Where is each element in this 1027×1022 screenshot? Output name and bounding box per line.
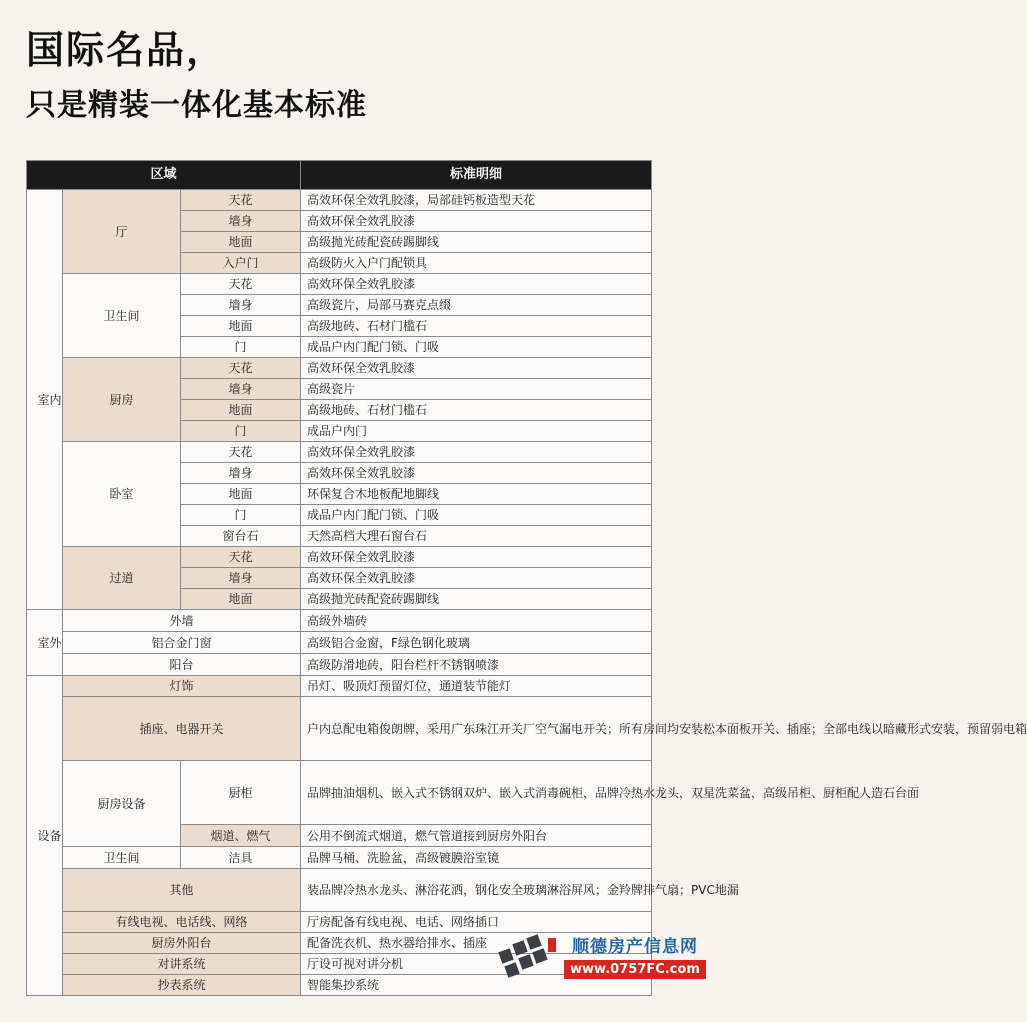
detail-text: 装品牌冷热水龙头、淋浴花洒，钢化安全玻璃淋浴屏风；金羚牌排气扇；PVC地漏 — [301, 869, 652, 912]
detail-text: 高级外墙砖 — [301, 610, 652, 632]
room-bedroom: 卧室 — [63, 442, 181, 547]
room-bathroom: 卫生间 — [63, 274, 181, 358]
part-label: 墙身 — [181, 568, 301, 589]
equipment-item: 插座、电器开关 — [63, 697, 301, 761]
part-label: 窗台石 — [181, 526, 301, 547]
table-row — [27, 190, 652, 211]
detail-text: 高级防火入户门配锁具 — [301, 253, 652, 274]
page-subtitle: 只是精装一体化基本标准 — [26, 88, 367, 123]
equipment-kitchen: 厨房设备 — [63, 761, 181, 847]
part-label: 天花 — [181, 358, 301, 379]
room-kitchen: 厨房 — [63, 358, 181, 442]
detail-text: 成品户内门配门锁、门吸 — [301, 337, 652, 358]
detail-text: 高级瓷片 — [301, 379, 652, 400]
detail-text: 高级地砖、石材门槛石 — [301, 400, 652, 421]
table-header — [27, 161, 652, 190]
table-row — [27, 847, 652, 869]
equipment-item: 厨房外阳台 — [63, 933, 301, 954]
part-label: 洁具 — [181, 847, 301, 869]
detail-text: 高级抛光砖配瓷砖踢脚线 — [301, 232, 652, 253]
page-title: 国际名品， — [26, 28, 227, 72]
header-area: 区域 — [27, 161, 301, 190]
part-label: 墙身 — [181, 463, 301, 484]
detail-text: 高效环保全效乳胶漆，局部硅钙板造型天花 — [301, 190, 652, 211]
detail-text: 天然高档大理石窗台石 — [301, 526, 652, 547]
detail-text: 厅设可视对讲分机 — [301, 954, 652, 975]
detail-text: 高效环保全效乳胶漆 — [301, 358, 652, 379]
equipment-item: 对讲系统 — [63, 954, 301, 975]
category-equipment: 设备 — [27, 676, 63, 996]
table-row — [27, 547, 652, 568]
detail-text: 高效环保全效乳胶漆 — [301, 547, 652, 568]
part-label: 入户门 — [181, 253, 301, 274]
part-label: 门 — [181, 337, 301, 358]
part-label: 地面 — [181, 400, 301, 421]
room-corridor: 过道 — [63, 547, 181, 610]
table-row — [27, 654, 652, 676]
table-row — [27, 869, 652, 912]
watermark-url[interactable]: www.0757FC.com — [564, 960, 706, 979]
table-row — [27, 610, 652, 632]
detail-text: 配备洗衣机、热水器给排水、插座 — [301, 933, 652, 954]
part-label: 地面 — [181, 589, 301, 610]
detail-text: 高效环保全效乳胶漆 — [301, 442, 652, 463]
detail-text: 品牌抽油烟机、嵌入式不锈钢双炉、嵌入式消毒碗柜，品牌冷热水龙头，双星洗菜盆，高级吊柜、厨柜配人造石台面 — [301, 761, 652, 825]
outdoor-item: 阳台 — [63, 654, 301, 676]
table-row — [27, 442, 652, 463]
part-label: 天花 — [181, 547, 301, 568]
table-row — [27, 358, 652, 379]
part-label: 墙身 — [181, 379, 301, 400]
detail-text: 吊灯、吸顶灯预留灯位，通道装节能灯 — [301, 676, 652, 697]
detail-text: 高效环保全效乳胶漆 — [301, 463, 652, 484]
equipment-item: 灯饰 — [63, 676, 301, 697]
part-label: 门 — [181, 421, 301, 442]
equipment-bathroom: 卫生间 — [63, 847, 181, 869]
category-indoor: 室内 — [27, 190, 63, 610]
detail-text: 品牌马桶、洗脸盆，高级镀膜浴室镜 — [301, 847, 652, 869]
table-row — [27, 274, 652, 295]
room-hall: 厅 — [63, 190, 181, 274]
detail-text: 高级瓷片，局部马赛克点缀 — [301, 295, 652, 316]
part-label: 地面 — [181, 232, 301, 253]
detail-text: 高级地砖、石材门槛石 — [301, 316, 652, 337]
detail-text: 公用不倒流式烟道，燃气管道接到厨房外阳台 — [301, 825, 652, 847]
house-tiles-icon — [492, 930, 572, 990]
detail-text: 高效环保全效乳胶漆 — [301, 211, 652, 232]
part-label: 地面 — [181, 316, 301, 337]
outdoor-item: 外墙 — [63, 610, 301, 632]
equipment-item: 其他 — [63, 869, 301, 912]
part-label: 厨柜 — [181, 761, 301, 825]
detail-text: 户内总配电箱俊朗牌，采用广东珠江开关厂空气漏电开关；所有房间均安装松本面板开关、插座；全部电线以暗藏形式安装，预留弱电箱 — [301, 697, 652, 761]
part-label: 墙身 — [181, 295, 301, 316]
table-row — [27, 676, 652, 697]
detail-text: 高级铝合金窗，F绿色钢化玻璃 — [301, 632, 652, 654]
spec-table — [26, 160, 1027, 996]
table-row — [27, 632, 652, 654]
part-label: 地面 — [181, 484, 301, 505]
watermark-name: 顺德房产信息网 — [572, 937, 698, 957]
detail-text: 智能集抄系统 — [301, 975, 652, 996]
category-outdoor: 室外 — [27, 610, 63, 676]
part-label: 墙身 — [181, 211, 301, 232]
part-label: 烟道、燃气 — [181, 825, 301, 847]
header-detail: 标准明细 — [301, 161, 652, 190]
equipment-item: 有线电视、电话线、网络 — [63, 912, 301, 933]
part-label: 天花 — [181, 190, 301, 211]
table-row — [27, 697, 652, 761]
detail-text: 成品户内门配门锁、门吸 — [301, 505, 652, 526]
table-row — [27, 761, 652, 825]
part-label: 天花 — [181, 442, 301, 463]
detail-text: 高级防滑地砖，阳台栏杆不锈钢喷漆 — [301, 654, 652, 676]
detail-text: 高级抛光砖配瓷砖踢脚线 — [301, 589, 652, 610]
equipment-item: 抄表系统 — [63, 975, 301, 996]
part-label: 天花 — [181, 274, 301, 295]
detail-text: 环保复合木地板配地脚线 — [301, 484, 652, 505]
part-label: 门 — [181, 505, 301, 526]
outdoor-item: 铝合金门窗 — [63, 632, 301, 654]
detail-text: 成品户内门 — [301, 421, 652, 442]
site-watermark — [492, 926, 700, 992]
detail-text: 厅房配备有线电视、电话、网络插口 — [301, 912, 652, 933]
detail-text: 高效环保全效乳胶漆 — [301, 274, 652, 295]
detail-text: 高效环保全效乳胶漆 — [301, 568, 652, 589]
